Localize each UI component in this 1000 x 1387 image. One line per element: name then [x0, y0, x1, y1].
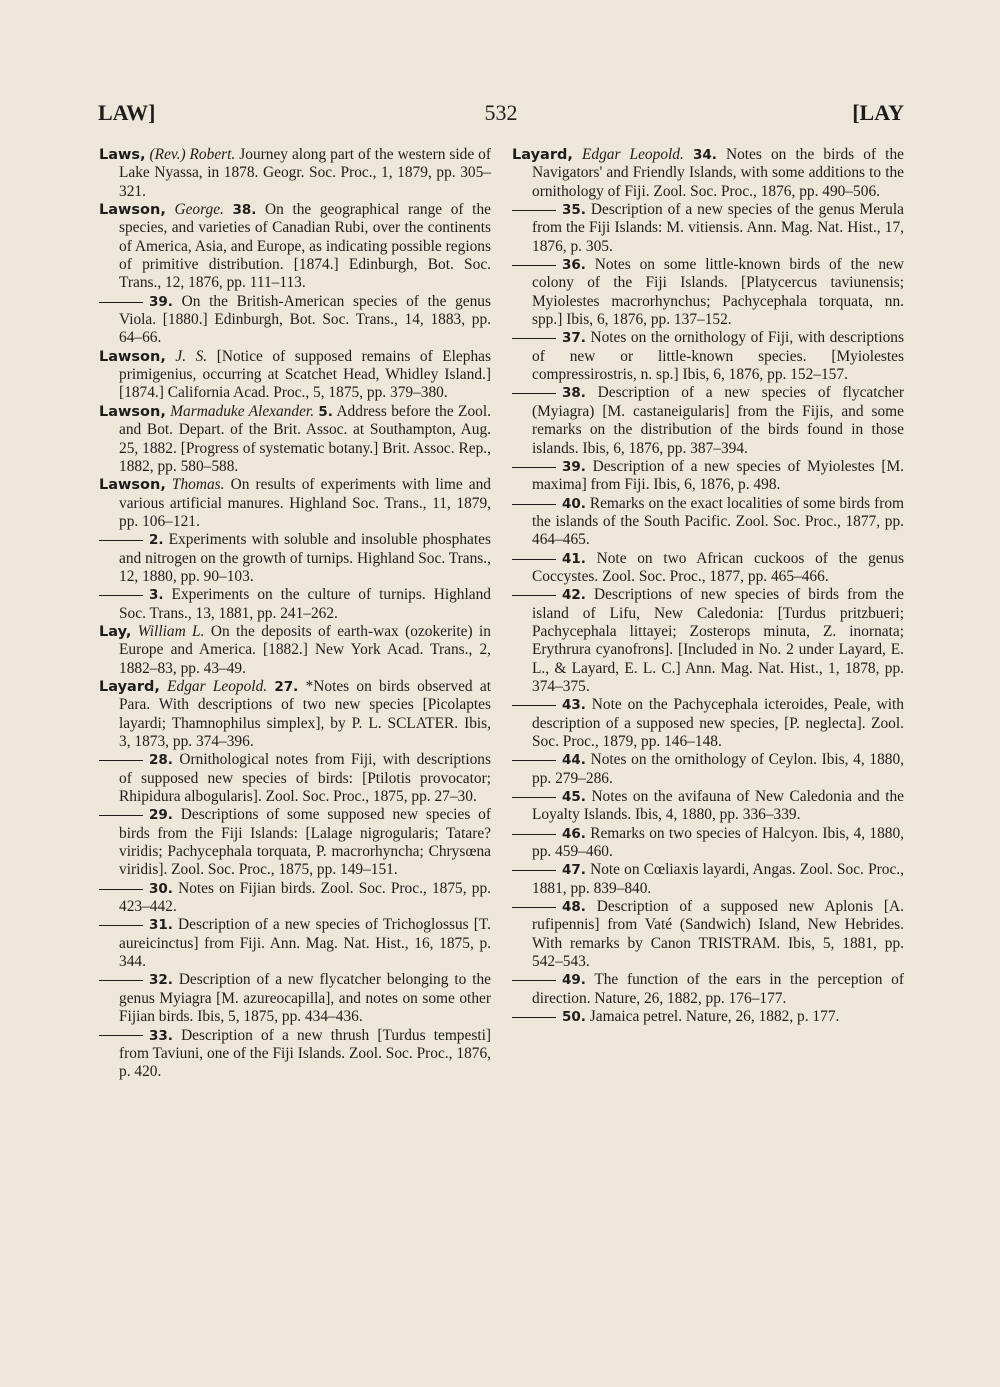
entry-number: 31.	[149, 917, 173, 934]
ditto-rule	[512, 1017, 556, 1018]
entry-text: Notes on the ornithology of Ceylon. Ibis, 4, 1880, pp. 279–286.	[532, 751, 904, 787]
entry-text: Note on Cœliaxis layardi, Angas. Zool. Soc. Proc., 1881, pp. 839–840.	[532, 861, 904, 897]
bibliography-entry	[512, 256, 904, 329]
bibliography-entry	[99, 146, 491, 201]
entry-text: Note on the Pachycephala icteroides, Peale, with description of a supposed new species, [P. neglecta]. Zool. Soc. Proc., 1879, pp. 146–148.	[532, 696, 904, 750]
ditto-rule	[512, 705, 556, 706]
header-right-guide: [LAY	[852, 100, 904, 125]
bibliography-entry	[99, 476, 491, 531]
entry-number: 36.	[562, 257, 586, 274]
entry-text: On the deposits of earth-wax (ozokerite) in Europe and America. [1882.] New York Acad. Trans., 2, 1882–83, pp. 43–49.	[119, 622, 491, 677]
bibliography-entry	[99, 623, 491, 678]
entry-number: 2.	[149, 532, 164, 549]
ditto-rule	[512, 595, 556, 596]
entry-author: Layard,	[512, 147, 573, 163]
entry-number: 50.	[562, 1009, 586, 1026]
ditto-rule	[512, 559, 556, 560]
ditto-rule	[99, 925, 143, 926]
bibliography-entry	[512, 971, 904, 1008]
entry-text: Ornithological notes from Fiji, with descriptions of supposed new species of birds: [Ptilotis provocator; Rhipidura albogularis]. Zool. Soc. Proc., 1875, pp. 27–30.	[119, 751, 491, 806]
entry-text: Notes on the avifauna of New Caledonia and the Loyalty Islands. Ibis, 4, 1880, pp. 336–339.	[532, 788, 904, 824]
bibliography-entry	[512, 861, 904, 898]
ditto-rule	[99, 302, 143, 303]
bibliography-entry	[512, 384, 904, 457]
entry-number: 39.	[562, 458, 586, 475]
entry-given-name: Edgar Leopold.	[581, 146, 684, 163]
bibliography-entry	[512, 495, 904, 550]
ditto-rule	[512, 797, 556, 798]
ditto-rule	[512, 980, 556, 981]
entry-number: 29.	[149, 807, 173, 824]
entry-number: 34.	[692, 147, 717, 163]
ditto-rule	[512, 467, 556, 468]
ditto-rule	[512, 504, 556, 505]
entry-number: 46.	[562, 825, 586, 842]
entry-author: Layard,	[99, 678, 160, 695]
ditto-rule	[512, 265, 556, 266]
page-header	[98, 100, 904, 134]
entry-text: On the British-American species of the genus Viola. [1880.] Edinburgh, Bot. Soc. Trans., 14, 1883, pp. 64–66.	[119, 292, 491, 347]
bibliography-entry	[512, 458, 904, 495]
entry-number: 5.	[318, 403, 333, 420]
right-column	[512, 146, 904, 1027]
bibliography-entry	[512, 1008, 904, 1026]
entry-text: *Notes on birds observed at Para. With descriptions of two new species [Picolaptes layardi; Thamnophilus simplex], by P. L. SCLATER. Ibis, 3, 1873, pp. 374–396.	[119, 677, 491, 750]
ditto-rule	[99, 980, 143, 981]
bibliography-entry	[99, 678, 491, 751]
left-column	[99, 146, 491, 1082]
bibliography-entry	[99, 201, 491, 293]
bibliography-entry	[99, 348, 491, 403]
entry-given-name: J. S.	[175, 347, 208, 365]
page-number: 532	[484, 100, 518, 125]
ditto-rule	[99, 760, 143, 761]
entry-text: Description of a new species of the genus Merula from the Fiji Islands: M. vitiensis. Ann. Mag. Nat. Hist., 17, 1876, p. 305.	[532, 201, 904, 255]
entry-text: Description of a new species of Trichoglossus [T. aureicinctus] from Fiji. Ann. Mag. Nat. Hist., 16, 1875, p. 344.	[119, 916, 491, 971]
bibliography-entry	[512, 329, 904, 384]
bibliography-entry	[99, 806, 491, 879]
ditto-rule	[512, 870, 556, 871]
ditto-rule	[512, 907, 556, 908]
entry-text: Description of a new thrush [Turdus tempesti] from Taviuni, one of the Fiji Islands. Zool. Soc. Proc., 1876, p. 420.	[119, 1026, 491, 1081]
ditto-rule	[512, 760, 556, 761]
entry-number: 35.	[562, 202, 586, 219]
bibliography-entry	[512, 696, 904, 751]
bibliography-entry	[99, 880, 491, 917]
entry-number: 44.	[562, 752, 586, 769]
entry-number: 38.	[232, 202, 257, 219]
entry-author: Lawson,	[99, 477, 166, 494]
entry-author: Lay,	[99, 623, 132, 640]
bibliography-entry	[99, 586, 491, 623]
entry-text: Experiments with soluble and insoluble phosphates and nitrogen on the growth of turnips. Highland Soc. Trans., 12, 1880, pp. 90–103.	[119, 531, 491, 585]
entry-text: Description of a new flycatcher belonging to the genus Myiagra [M. azureocapilla], and notes on some other Fijian birds. Ibis, 5, 1875, pp. 434–436.	[119, 971, 491, 1026]
entry-text: Description of a supposed new Aplonis [A. rufipennis] from Vaté (Sandwich) Island, New Hebrides. With remarks by Canon TRISTRAM. Ibis, 5, 1881, pp. 542–543.	[532, 898, 904, 971]
entry-author: Laws,	[99, 147, 146, 163]
entry-text: Notes on Fijian birds. Zool. Soc. Proc., 1875, pp. 423–442.	[119, 879, 491, 916]
entry-number: 41.	[562, 550, 586, 567]
entry-number: 39.	[149, 293, 173, 310]
entry-number: 38.	[562, 385, 586, 402]
entry-text: Notes on the birds of the Navigators' and Friendly Islands, with some additions to the ornithology of Fiji. Zool. Soc. Proc., 1876, pp. 490–506.	[532, 146, 904, 200]
ditto-rule	[99, 1035, 143, 1036]
entry-text: On results of experiments with lime and various artificial manures. Highland Soc. Trans., 11, 1879, pp. 106–121.	[119, 476, 491, 530]
bibliography-entry	[99, 531, 491, 586]
bibliography-entry	[512, 825, 904, 862]
entry-number: 37.	[562, 330, 586, 347]
entry-number: 30.	[149, 880, 173, 897]
bibliography-entry	[512, 751, 904, 788]
entry-text: Description of a new species of Myiolestes [M. maxima] from Fiji. Ibis, 6, 1876, p. 498.	[532, 457, 904, 494]
entry-text: Journey along part of the western side of Lake Nyassa, in 1878. Geogr. Soc. Proc., 1, 1879, pp. 305–321.	[119, 146, 491, 200]
ditto-rule	[512, 834, 556, 835]
bibliography-entry	[512, 201, 904, 256]
bibliography-entry	[99, 403, 491, 476]
bibliography-entry	[512, 550, 904, 587]
entry-given-name: Thomas.	[171, 476, 225, 494]
entry-given-name: (Rev.) Robert.	[149, 146, 236, 163]
bibliography-entry	[99, 971, 491, 1026]
entry-text: Experiments on the culture of turnips. Highland Soc. Trans., 13, 1881, pp. 241–262.	[119, 586, 491, 622]
ditto-rule	[512, 210, 556, 211]
entry-text: Remarks on the exact localities of some birds from the islands of the South Pacific. Zool. Soc. Proc., 1877, pp. 464–465.	[532, 494, 904, 549]
entry-text: Notes on the ornithology of Fiji, with descriptions of new or little-known species. [Myiolestes compressirostris, n. sp.] Ibis, 6, 1876, pp. 152–157.	[532, 329, 904, 384]
bibliography-entry	[99, 1027, 491, 1082]
entry-given-name: William L.	[137, 622, 205, 640]
entry-number: 45.	[562, 789, 586, 806]
bibliography-entry	[512, 898, 904, 971]
entry-author: Lawson,	[99, 403, 166, 420]
bibliography-entry	[99, 293, 491, 348]
bibliography-entry	[512, 146, 904, 201]
entry-given-name: George.	[174, 201, 224, 219]
header-left-guide: LAW]	[98, 100, 156, 125]
entry-text: Descriptions of new species of birds from the island of Lifu, New Caledonia: [Turdus pritzbueri; Pachycephala littayei; Zosterops minuta, Z. inornata; Erythrura cyanofrons]. [Included in No. 2 under Layard, E. L., & Layard, E. L. C.] Ann. Mag. Nat. Hist., 1, 1878, pp. 374–375.	[532, 586, 904, 695]
entry-text: Description of a new species of flycatcher (Myiagra) [M. castaneigularis] from the Fijis, and some remarks on the distribution of the birds found in those islands. Ibis, 6, 1876, pp. 387–394.	[532, 384, 904, 457]
entry-given-name: Marmaduke Alexander.	[170, 402, 315, 420]
entry-text: Notes on some little-known birds of the new colony of the Fiji Islands. [Platycercus taviunensis; Myiolestes macrorhynchus; Pachycephala torquata, nn. spp.] Ibis, 6, 1876, pp. 137–152.	[532, 256, 904, 329]
entry-number: 43.	[562, 697, 586, 714]
entry-text: Remarks on two species of Halcyon. Ibis, 4, 1880, pp. 459–460.	[532, 824, 904, 861]
bibliography-entry	[99, 916, 491, 971]
entry-given-name: Edgar Leopold.	[167, 677, 268, 695]
entry-number: 33.	[149, 1027, 173, 1044]
entry-number: 27.	[274, 678, 299, 695]
entry-number: 42.	[562, 587, 586, 604]
entry-author: Lawson,	[99, 202, 166, 219]
entry-text: The function of the ears in the perception of direction. Nature, 26, 1882, pp. 176–177.	[532, 971, 904, 1007]
ditto-rule	[99, 815, 143, 816]
entry-author: Lawson,	[99, 348, 166, 365]
entry-number: 32.	[149, 972, 173, 989]
entry-number: 48.	[562, 899, 586, 916]
ditto-rule	[99, 595, 143, 596]
entry-number: 3.	[149, 587, 164, 604]
entry-text: Address before the Zool. and Bot. Depart. of the Brit. Assoc. at Southampton, Aug. 25, 1882. [Progress of systematic botany.] Brit. Assoc. Rep., 1882, pp. 580–588.	[119, 402, 491, 475]
bibliography-entry	[512, 586, 904, 696]
entry-text: Jamaica petrel. Nature, 26, 1882, p. 177.	[585, 1008, 840, 1026]
entry-text: On the geographical range of the species, and varieties of Canadian Rubi, over the continents of America, Asia, and Europe, as indicating possible regions of primitive distribution. [1874.] Edinburgh, Bot. Soc. Trans., 12, 1876, pp. 111–113.	[119, 201, 491, 292]
ditto-rule	[512, 393, 556, 394]
entry-number: 47.	[562, 862, 586, 879]
bibliography-entry	[99, 751, 491, 806]
entry-number: 40.	[562, 495, 586, 512]
bibliography-entry	[512, 788, 904, 825]
entry-text: Descriptions of some supposed new species of birds from the Fiji Islands: [Lalage nigrogularis; Tatare? viridis; Pachycephala torquata, P. macrorhyncha; Chrysœna viridis]. Zool. Soc. Proc., 1875, pp. 149–151.	[119, 806, 491, 879]
entry-number: 28.	[149, 752, 173, 769]
entry-number: 49.	[562, 972, 586, 989]
ditto-rule	[99, 889, 143, 890]
ditto-rule	[512, 338, 556, 339]
entry-text: [Notice of supposed remains of Elephas primigenius, occurring at Scatchet Head, Whidley Island.] [1874.] California Acad. Proc., 5, 1875, pp. 379–380.	[119, 347, 491, 402]
entry-text: Note on two African cuckoos of the genus Coccystes. Zool. Soc. Proc., 1877, pp. 465–466.	[532, 549, 904, 585]
ditto-rule	[99, 540, 143, 541]
